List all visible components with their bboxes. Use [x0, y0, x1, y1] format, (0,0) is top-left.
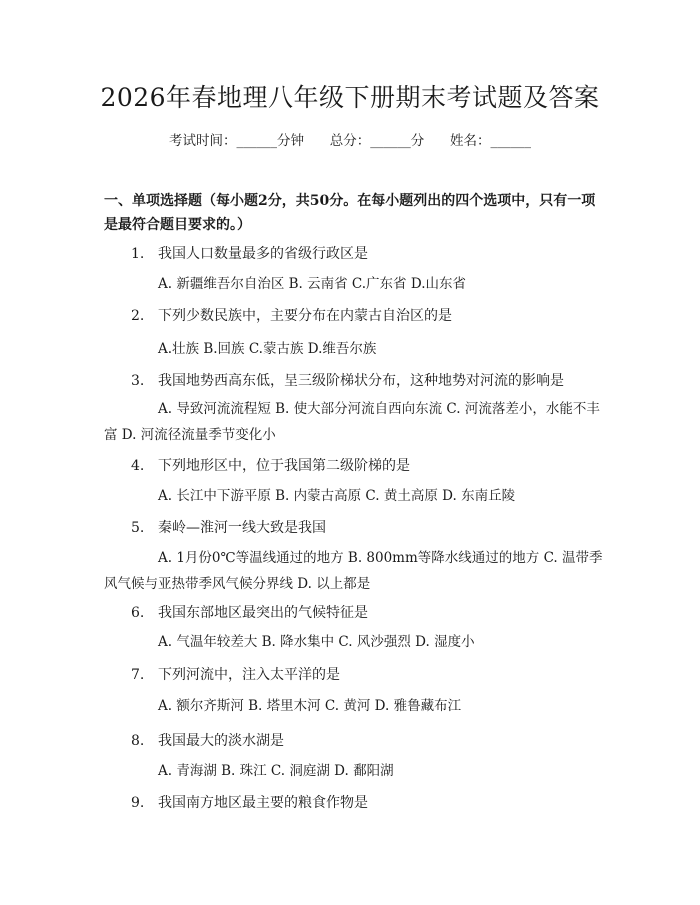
question-3-options: A. 导致河流流程短 B. 使大部分河流自西向东流 C. 河流落差小，水能不丰富 D. 河流径流量季节变化小: [104, 401, 600, 443]
question-2: [131, 305, 601, 327]
question-text: 下列少数民族中，主要分布在内蒙古自治区的是: [158, 308, 452, 324]
question-text: 下列河流中，注入太平洋的是: [158, 667, 340, 683]
question-number: 8.: [131, 733, 145, 749]
section-heading: 一、单项选择题（每小题2分，共50分。在每小题列出的四个选项中，只有一项是最符合题目要求的。）: [104, 193, 596, 233]
total-score-field: 总分：______分: [329, 133, 425, 149]
question-6: [131, 602, 601, 624]
question-8: [131, 730, 601, 752]
exam-time-field: 考试时间：______分钟: [169, 133, 304, 149]
question-text: 秦岭—淮河一线大致是我国: [158, 520, 326, 536]
question-number: 9.: [131, 795, 145, 811]
question-1-options: A. 新疆维吾尔自治区 B. 云南省 C.广东省 D.山东省: [158, 276, 466, 292]
question-text: 我国南方地区最主要的粮食作物是: [158, 795, 368, 811]
question-6-options: A. 气温年较差大 B. 降水集中 C. 风沙强烈 D. 湿度小: [158, 634, 475, 650]
question-text: 我国东部地区最突出的气候特征是: [158, 605, 368, 621]
question-number: 1.: [131, 246, 145, 262]
question-7-options: A. 额尔齐斯河 B. 塔里木河 C. 黄河 D. 雅鲁藏布江: [158, 698, 462, 714]
question-number: 3.: [131, 373, 145, 389]
question-1: [131, 243, 601, 265]
question-text: 我国人口数量最多的省级行政区是: [158, 246, 368, 262]
question-9: [131, 792, 601, 814]
question-5: [131, 517, 601, 539]
question-2-options: A.壮族 B.回族 C.蒙古族 D.维吾尔族: [158, 341, 377, 357]
question-number: 5.: [131, 520, 145, 536]
question-number: 6.: [131, 605, 145, 621]
question-text: 我国地势西高东低，呈三级阶梯状分布，这种地势对河流的影响是: [158, 373, 564, 389]
exam-meta: [0, 131, 700, 151]
question-5-options: A. 1月份0℃等温线通过的地方 B. 800mm等降水线通过的地方 C. 温带季风气候与亚热带季风气候分界线 D. 以上都是: [104, 550, 603, 592]
question-text: 我国最大的淡水湖是: [158, 733, 284, 749]
question-4: [131, 455, 601, 477]
question-number: 7.: [131, 667, 145, 683]
question-number: 2.: [131, 308, 145, 324]
question-7: [131, 664, 601, 686]
question-3: [131, 370, 601, 392]
student-name-field: 姓名：______: [450, 133, 531, 149]
exam-title: 2026年春地理八年级下册期末考试题及答案: [100, 83, 600, 112]
question-4-options: A. 长江中下游平原 B. 内蒙古高原 C. 黄土高原 D. 东南丘陵: [158, 488, 516, 504]
question-number: 4.: [131, 458, 145, 474]
question-8-options: A. 青海湖 B. 珠江 C. 洞庭湖 D. 鄱阳湖: [158, 763, 394, 779]
question-text: 下列地形区中，位于我国第二级阶梯的是: [158, 458, 410, 474]
